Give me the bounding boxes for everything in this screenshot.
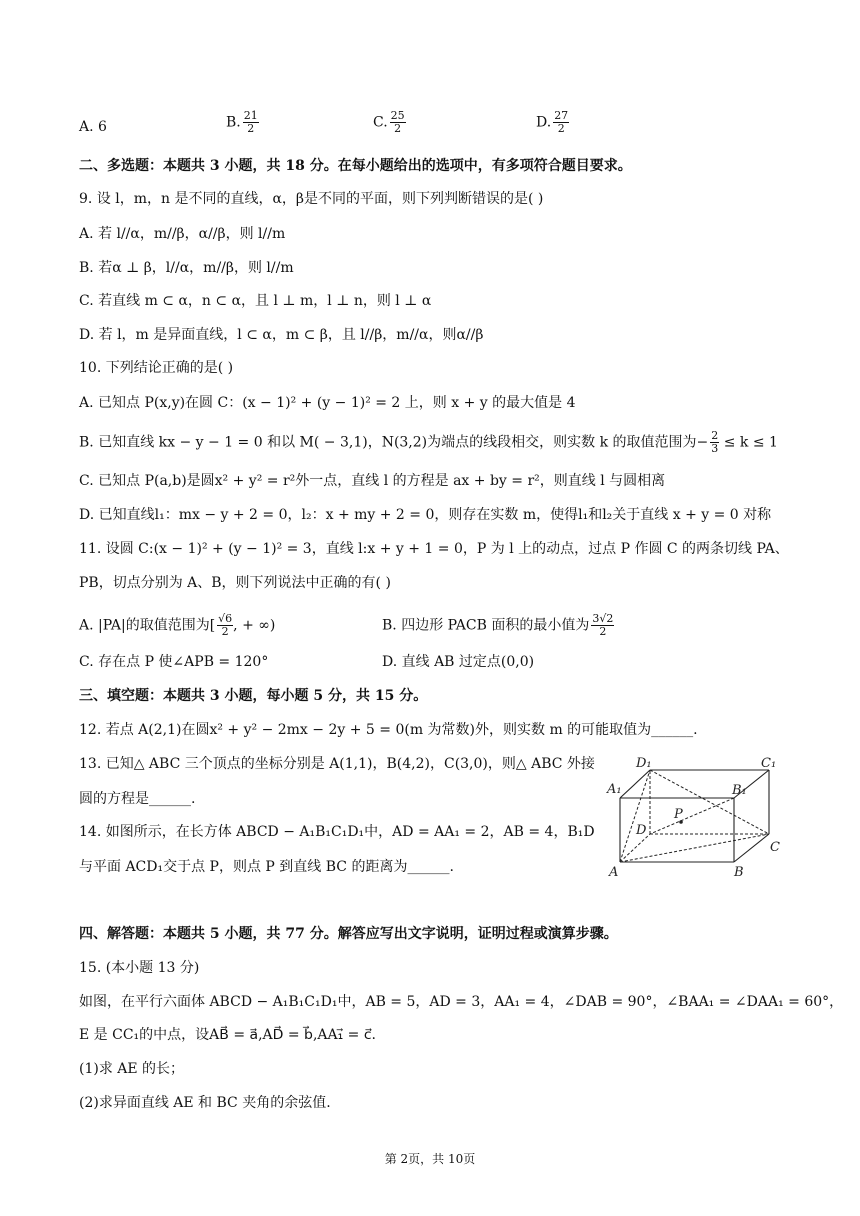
q11-option-a-text: A. |PA|的取值范围为[ [79, 617, 216, 634]
label-A1: A₁ [607, 782, 622, 797]
q8-option-d-prefix: D. [536, 114, 552, 131]
label-A: A [609, 865, 619, 880]
fraction-denominator: 2 [394, 122, 402, 135]
q8-option-a: A. 6 [79, 119, 107, 135]
q8-option-c-prefix: C. [373, 114, 388, 131]
label-P: P [674, 807, 683, 822]
diagonal-D1-C [650, 770, 769, 834]
fraction-numerator: 25 [390, 109, 405, 122]
q10-option-b [79, 430, 778, 455]
cuboid-figure [604, 756, 788, 880]
fraction-numerator: 2 [711, 429, 719, 442]
fraction-numerator: 3√2 [592, 612, 614, 625]
hidden-edge-A-D [620, 834, 650, 862]
q9-option-a: A. 若 l//α，m//β，α//β，则 l//m [79, 226, 286, 242]
q10-stem: 10. 下列结论正确的是( ) [79, 360, 234, 376]
q14-line2: 与平面 ACD₁交于点 P，则点 P 到直线 BC 的距离为______. [79, 859, 454, 875]
q11-option-b [382, 613, 614, 638]
q10-option-b-tail: ≤ k ≤ 1 [719, 434, 778, 451]
diagonal-A-C [620, 834, 769, 862]
section-2-title: 二、多选题：本题共 3 小题，共 18 分。在每小题给出的选项中，有多项符合题目要求。 [79, 158, 632, 174]
fraction-denominator: 2 [599, 625, 607, 638]
q14-line1: 14. 如图所示，在长方体 ABCD − A₁B₁C₁D₁中，AD = AA₁ = 2，AB = 4，B₁D [79, 824, 595, 840]
fraction-numerator: 21 [243, 109, 258, 122]
fraction-denominator: 2 [557, 122, 565, 135]
q11-option-b-text: B. 四边形 PACB 面积的最小值为 [382, 617, 590, 634]
label-C: C [770, 840, 780, 855]
q11-option-c: C. 存在点 P 使∠APB = 120° [79, 654, 269, 670]
q12-stem: 12. 若点 A(2,1)在圆x² + y² − 2mx − 2y + 5 = 0(m 为常数)外，则实数 m 的可能取值为______. [79, 722, 698, 738]
q15-line1: 如图，在平行六面体 ABCD − A₁B₁C₁D₁中，AB = 5，AD = 3，AA₁ = 4，∠DAB = 90°，∠BAA₁ = ∠DAA₁ = 60°， [79, 994, 844, 1010]
q11-option-b-fraction [591, 613, 614, 638]
q11-option-a [79, 613, 275, 638]
q15-header: 15. (本小题 13 分) [79, 960, 200, 976]
q8-option-b-fraction [243, 110, 259, 135]
q9-option-d: D. 若 l，m 是异面直线，l ⊂ α，m ⊂ β，且 l//β，m//α，则α//β [79, 327, 484, 343]
q8-option-d [536, 110, 569, 135]
label-D1: D₁ [636, 756, 652, 771]
q8-option-c-fraction [390, 110, 406, 135]
label-B: B [734, 865, 744, 880]
diagonal-B1-D [650, 798, 734, 834]
page-footer: 第 2页，共 10页 [384, 1152, 476, 1166]
q8-option-d-fraction [553, 110, 569, 135]
fraction-denominator: 2 [247, 122, 255, 135]
q15-part1: (1)求 AE 的长； [79, 1061, 185, 1077]
fraction-denominator: 2 [221, 625, 229, 638]
q8-option-b [226, 110, 259, 135]
section-3-title: 三、填空题：本题共 3 小题，每小题 5 分，共 15 分。 [79, 688, 428, 704]
q11-stem-line2: PB，切点分别为 A、B，则下列说法中正确的有( ) [79, 575, 391, 591]
q11-option-a-tail: , + ∞) [233, 617, 276, 634]
q8-option-b-prefix: B. [226, 114, 241, 131]
q10-option-a: A. 已知点 P(x,y)在圆 C：(x − 1)² + (y − 1)² = 2 上，则 x + y 的最大值是 4 [79, 395, 576, 411]
q9-option-b: B. 若α ⊥ β，l//α，m//β，则 l//m [79, 260, 294, 276]
label-D: D [636, 823, 647, 838]
q8-option-c [373, 110, 406, 135]
q15-part2: (2)求异面直线 AE 和 BC 夹角的余弦值. [79, 1095, 331, 1111]
fraction-denominator: 3 [711, 442, 719, 455]
q13-line1: 13. 已知△ ABC 三个顶点的坐标分别是 A(1,1)，B(4,2)，C(3,0)，则△ ABC 外接 [79, 756, 595, 772]
q10-option-d: D. 已知直线l₁：mx − y + 2 = 0，l₂：x + my + 2 = 0，则存在实数 m，使得l₁和l₂关于直线 x + y = 0 对称 [79, 507, 772, 523]
q10-option-b-fraction [710, 430, 719, 455]
q11-stem-line1: 11. 设圆 C:(x − 1)² + (y − 1)² = 3，直线 l:x + y + 1 = 0，P 为 l 上的动点，过点 P 作圆 C 的两条切线 PA、 [79, 541, 789, 557]
edge-B-C [734, 834, 769, 862]
q15-line2: E 是 CC₁的中点，设AB⃗ = a⃗,AD⃗ = b⃗,AA₁⃗ = c⃗. [79, 1027, 377, 1043]
fraction-numerator: 27 [554, 109, 569, 122]
q13-line2: 圆的方程是______. [79, 791, 196, 807]
section-4-title: 四、解答题：本题共 5 小题，共 77 分。解答应写出文字说明，证明过程或演算步骤。 [79, 926, 618, 942]
label-B1: B₁ [732, 783, 747, 798]
q11-option-a-fraction [217, 613, 233, 638]
q11-option-d: D. 直线 AB 过定点(0,0) [382, 654, 535, 670]
q10-option-c: C. 已知点 P(a,b)是圆x² + y² = r²外一点，直线 l 的方程是 ax + by = r²，则直线 l 与圆相离 [79, 473, 666, 489]
fraction-numerator: √6 [218, 612, 233, 625]
q9-stem: 9. 设 l，m，n 是不同的直线，α，β是不同的平面，则下列判断错误的是( ) [79, 191, 544, 207]
q10-option-b-text: B. 已知直线 kx − y − 1 = 0 和以 M( − 3,1)，N(3,2)为端点的线段相交，则实数 k 的取值范围为− [79, 434, 709, 451]
label-C1: C₁ [761, 756, 777, 771]
q9-option-c: C. 若直线 m ⊂ α，n ⊂ α，且 l ⊥ m，l ⊥ n，则 l ⊥ α [79, 293, 432, 309]
